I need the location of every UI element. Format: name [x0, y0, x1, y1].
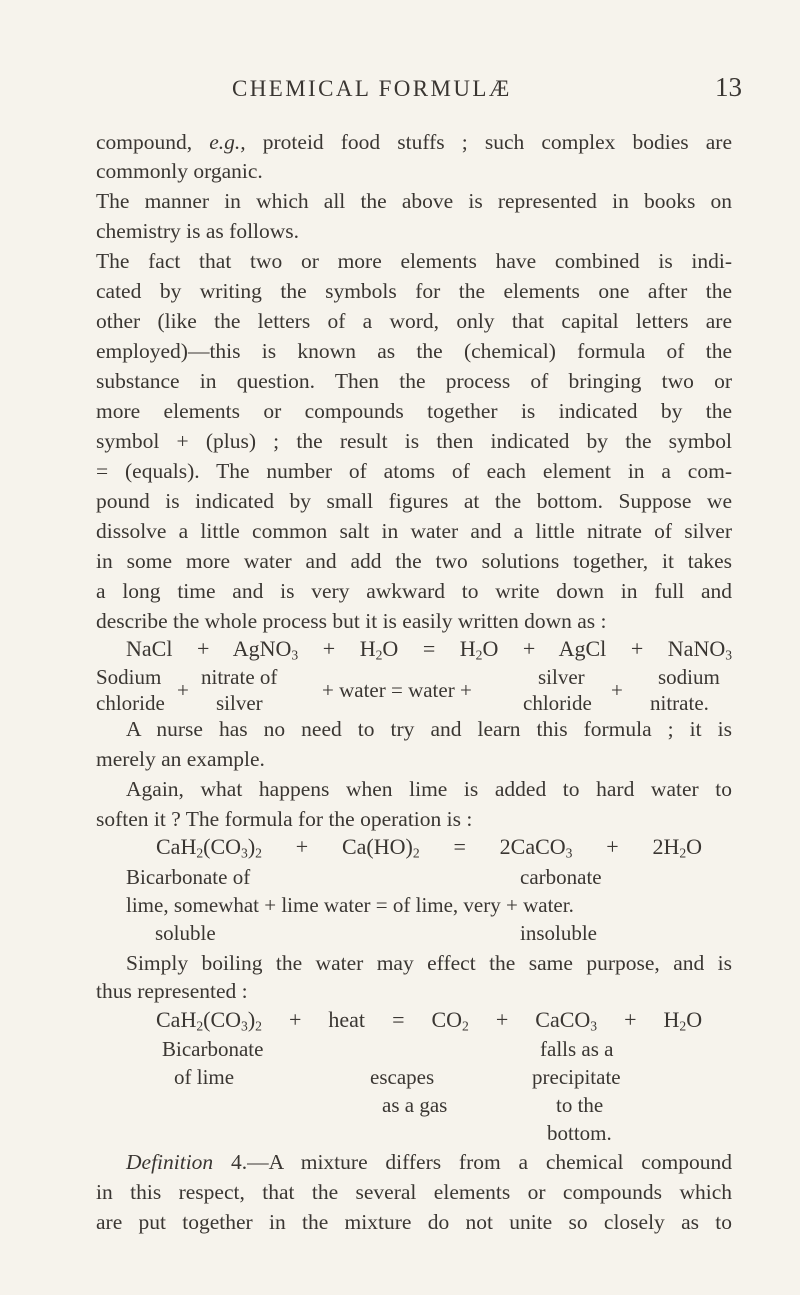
label-as-a-gas: as a gas — [382, 1093, 448, 1117]
text-line: = (equals). The number of atoms of each element in a com- — [96, 459, 732, 483]
running-head: CHEMICAL FORMULÆ — [232, 76, 512, 101]
text-line: soften it ? The formula for the operation is : — [96, 807, 473, 831]
plus-sign: + — [611, 678, 623, 702]
label-silver2: silver — [538, 665, 585, 689]
text-line: Definition 4.—A mixture differs from a chemical compound — [126, 1150, 732, 1174]
label-of-lime: of lime — [174, 1065, 235, 1089]
text-line: merely an example. — [96, 747, 265, 771]
label-to-the: to the — [556, 1093, 604, 1117]
text-line: cated by writing the symbols for the elements one after the — [96, 279, 732, 303]
text-line: chemistry is as follows. — [96, 219, 300, 243]
equation-formula: $CaH_2(CO_3)_2$ + heat = $CO_2$ + CaCO$_3$ + $H_2O$ — [156, 1007, 703, 1034]
text-line: other (like the letters of a word, only that capital letters are — [96, 309, 732, 333]
label-insoluble: insoluble — [520, 921, 597, 945]
label-soluble: soluble — [155, 921, 216, 945]
equation-formula: $CaH_2(CO_3)_2 + Ca(HO)_2$ = 2CaCO$_3$ + $2H_2O$ — [156, 834, 703, 861]
text-line: employed)—this is known as the (chemical) formula of the — [96, 339, 732, 363]
text-line: symbol + (plus) ; the result is then indicated by the symbol — [96, 429, 732, 453]
text-line: The fact that two or more elements have combined is indi- — [96, 249, 732, 273]
text-line: commonly organic. — [96, 159, 263, 183]
label-falls-as-a: falls as a — [540, 1037, 614, 1061]
page-header — [0, 72, 800, 106]
text-line: A nurse has no need to try and learn this formula ; it is — [126, 717, 732, 741]
label-precipitate: precipitate — [532, 1065, 621, 1089]
text-line: more elements or compounds together is indicated by the — [96, 399, 732, 423]
equation-formula: NaCl + AgNO$_3$ + $H_2O = H_2O$ + AgCl + NaNO$_3$ — [126, 636, 733, 663]
label-chloride: chloride — [96, 691, 165, 715]
text-line: The manner in which all the above is represented in books on — [96, 189, 732, 213]
label-bicarbonate-of: Bicarbonate of — [126, 865, 251, 889]
text-line: pound is indicated by small figures at the bottom. Suppose we — [96, 489, 732, 513]
label-sodium2: sodium — [658, 665, 720, 689]
label-carbonate: carbonate — [520, 865, 602, 889]
text-line: thus represented : — [96, 979, 248, 1003]
plus-sign: + — [177, 678, 189, 702]
text-line: a long time and is very awkward to write down in full and — [96, 579, 732, 603]
label-chloride2: chloride — [523, 691, 592, 715]
label-nitrate-of: nitrate of — [201, 665, 278, 689]
text-line: in some more water and add the two solutions together, it takes — [96, 549, 732, 573]
label-nitrate: nitrate. — [650, 691, 709, 715]
text-line: Again, what happens when lime is added to hard water to — [126, 777, 732, 801]
text-line: compound, e.g., proteid food stuffs ; such complex bodies are — [96, 130, 732, 154]
label-silver: silver — [216, 691, 263, 715]
label-escapes: escapes — [370, 1065, 435, 1089]
label-bottom: bottom. — [547, 1121, 612, 1145]
label-water-equals-water: + water = water + — [322, 678, 472, 702]
text-line: Simply boiling the water may effect the same purpose, and is — [126, 951, 732, 975]
text-line: substance in question. Then the process of bringing two or — [96, 369, 732, 393]
label-bicarbonate: Bicarbonate — [162, 1037, 264, 1061]
text-line: dissolve a little common salt in water and a little nitrate of silver — [96, 519, 732, 543]
text-line: describe the whole process but it is easily written down as : — [96, 609, 607, 633]
text-line: are put together in the mixture do not unite so closely as to — [96, 1210, 732, 1234]
text-line: in this respect, that the several elements or compounds which — [96, 1180, 732, 1204]
label-sodium: Sodium — [96, 665, 162, 689]
page-number: 13 — [715, 72, 742, 102]
label-lime-line: lime, somewhat + lime water = of lime, very + water. — [126, 893, 574, 917]
